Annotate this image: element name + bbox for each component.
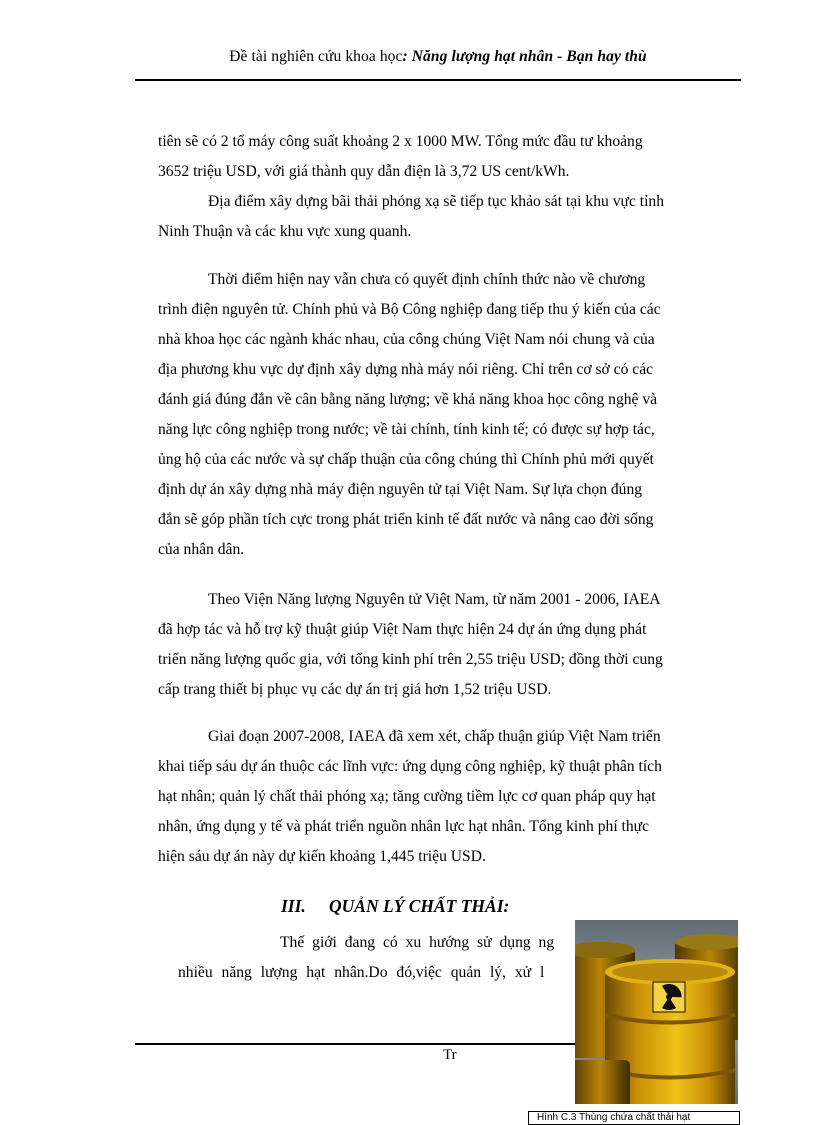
header-prefix: Đề tài nghiên cứu khoa học bbox=[229, 48, 403, 65]
section-number: III. bbox=[281, 896, 306, 916]
paragraph-line: đắn sẽ góp phần tích cực trong phát triển kinh tế đất nước và nâng cao đời sống bbox=[158, 511, 654, 528]
paragraph-4 bbox=[158, 585, 738, 705]
paragraph-line: Thế giới đang có xu hướng sử dụng ng bbox=[280, 934, 555, 951]
paragraph-line: đã hợp tác và hỗ trợ kỹ thuật giúp Việt Nam thực hiện 24 dự án ứng dụng phát bbox=[158, 621, 647, 638]
paragraph-line: Ninh Thuận và các khu vực xung quanh. bbox=[158, 223, 412, 240]
paragraph-line: nhà khoa học các ngành khác nhau, của công chúng Việt Nam nói chung và của bbox=[158, 331, 655, 348]
paragraph-line: năng lực công nghiệp trong nước; về tài chính, tính kinh tế; có được sự hợp tác, bbox=[158, 421, 655, 438]
paragraph-line: nhiều năng lượng hạt nhân.Do đó,việc quản lý, xử l bbox=[178, 964, 545, 981]
paragraph-line: hạt nhân; quản lý chất thải phóng xạ; tăng cường tiềm lực cơ quan pháp quy hạt bbox=[158, 788, 656, 805]
paragraph-line: của nhân dân. bbox=[158, 541, 245, 558]
paragraph-line: hiện sáu dự án này dự kiến khoảng 1,445 triệu USD. bbox=[158, 848, 486, 865]
paragraph-line: khai tiếp sáu dự án thuộc các lĩnh vực: ứng dụng công nghiệp, kỹ thuật phân tích bbox=[158, 758, 662, 775]
page-header bbox=[136, 48, 740, 66]
page-number-label: Tr bbox=[443, 1047, 457, 1063]
paragraph-line: Theo Viện Năng lượng Nguyên tử Việt Nam, từ năm 2001 - 2006, IAEA bbox=[208, 591, 661, 608]
paragraph-line: định dự án xây dựng nhà máy điện nguyên tử tại Việt Nam. Sự lựa chọn đúng bbox=[158, 481, 643, 498]
paragraph-line: nhân, ứng dụng y tế và phát triển nguồn nhân lực hạt nhân. Tổng kinh phí thực bbox=[158, 818, 650, 835]
paragraph-line: tiên sẽ có 2 tổ máy công suất khoảng 2 x 1000 MW. Tổng mức đầu tư khoảng bbox=[158, 133, 643, 150]
paragraph-line: ủng hộ của các nước và sự chấp thuận của công chúng thì Chính phủ mới quyết bbox=[158, 451, 654, 468]
paragraph-line: triển năng lượng quốc gia, với tổng kinh phí trên 2,55 triệu USD; đồng thời cung bbox=[158, 651, 663, 668]
paragraph-line: Thời điểm hiện nay vẫn chưa có quyết định chính thức nào về chương bbox=[208, 271, 646, 288]
paragraph-line: đánh giá đúng đắn về cân bằng năng lượng; về khả năng khoa học công nghệ và bbox=[158, 391, 658, 408]
section-title: QUẢN LÝ CHẤT THẢI: bbox=[329, 896, 510, 916]
section-heading bbox=[281, 896, 509, 917]
waste-barrels-photo bbox=[575, 920, 738, 1104]
paragraph-3 bbox=[158, 265, 738, 565]
barrels-illustration bbox=[575, 920, 738, 1104]
header-title: : Năng lượng hạt nhân - Bạn hay thù bbox=[402, 48, 647, 65]
paragraph-line: Giai đoạn 2007-2008, IAEA đã xem xét, chấp thuận giúp Việt Nam triển bbox=[208, 728, 661, 745]
paragraph-line: Địa điểm xây dựng bãi thải phóng xạ sẽ tiếp tục khảo sát tại khu vực tỉnh bbox=[208, 193, 665, 210]
paragraph-line: 3652 triệu USD, với giá thành quy dẫn điện là 3,72 US cent/kWh. bbox=[158, 163, 570, 180]
paragraph-line: địa phương khu vực dự định xây dựng nhà máy nói riêng. Chỉ trên cơ sở có các bbox=[158, 361, 654, 378]
figure-caption: Hình C.3 Thùng chứa chất thải hạt bbox=[528, 1111, 740, 1125]
footer-divider bbox=[135, 1043, 575, 1045]
section-paragraph bbox=[178, 928, 578, 988]
paragraph-line: cấp trang thiết bị phục vụ các dự án trị giá hơn 1,52 triệu USD. bbox=[158, 681, 552, 698]
paragraph-5 bbox=[158, 722, 738, 872]
paragraph-line: trình điện nguyên tử. Chính phủ và Bộ Công nghiệp đang tiếp thu ý kiến của các bbox=[158, 301, 661, 318]
header-divider bbox=[135, 79, 741, 81]
paragraph-2 bbox=[158, 187, 738, 247]
paragraph-1 bbox=[158, 127, 738, 187]
